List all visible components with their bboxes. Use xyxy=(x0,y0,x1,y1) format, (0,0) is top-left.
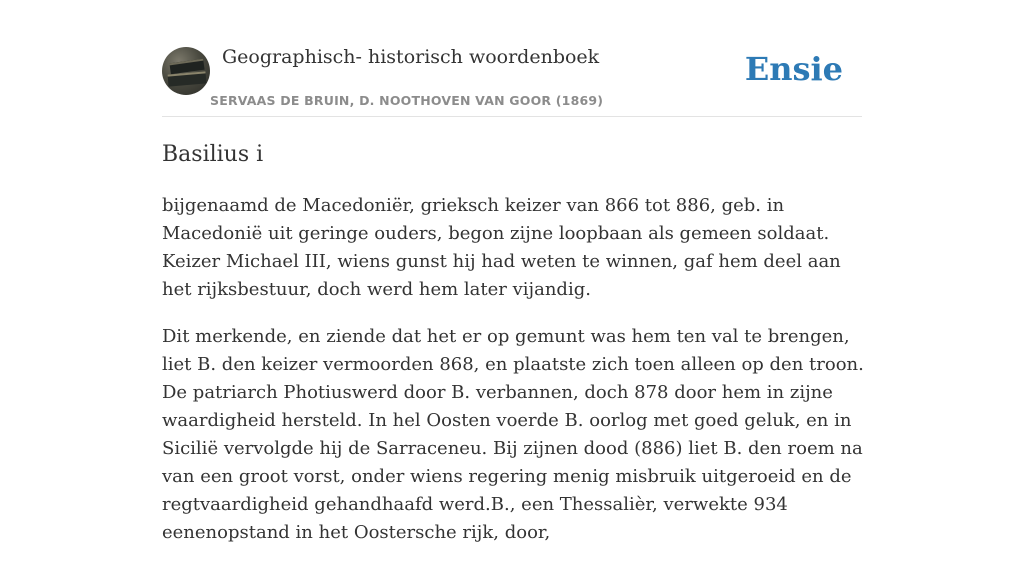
book-spine-bottom xyxy=(168,71,207,86)
entry-body xyxy=(162,192,872,566)
dictionary-title[interactable]: Geographisch- historisch woordenboek xyxy=(222,46,600,68)
page-header xyxy=(162,0,862,117)
entry-paragraph: Dit merkende, en ziende dat het er op gemunt was hem ten val te brengen, liet B. den keizer vermoorden 868, en plaatste zich toen alleen op den troon. De patriarch Photiuswerd door B. verbannen, doch 878 door hem in zijne waardigheid hersteld. In hel Oosten voerde B. oorlog met goed geluk, en in Sicilië vervolgde hij de Sarraceneu. Bij zijnen dood (886) liet B. den roem na van een groot vorst, onder wiens regering menig misbruik uitgeroeid en de regtvaardigheid gehandhaafd werd.B., een Thessalièr, verwekte 934 eenenopstand in het Oostersche rijk, door, xyxy=(162,326,864,543)
page-container xyxy=(162,0,864,543)
entry-headword: Basilius i xyxy=(162,142,264,167)
ensie-logo[interactable]: Ensie xyxy=(744,50,843,88)
entry-paragraph: bijgenaamd de Macedoniër, grieksch keizer van 866 tot 886, geb. in Macedonië uit geringe ouders, begon zijne loopbaan als gemeen soldaat. Keizer Michael III, wiens gunst hij had weten te winnen, gaf hem deel aan het rijksbestuur, doch werd hem later vijandig. xyxy=(162,195,841,300)
book-stack-avatar[interactable] xyxy=(162,47,210,95)
dictionary-author: SERVAAS DE BRUIN, D. NOOTHOVEN VAN GOOR (1869) xyxy=(210,93,604,108)
